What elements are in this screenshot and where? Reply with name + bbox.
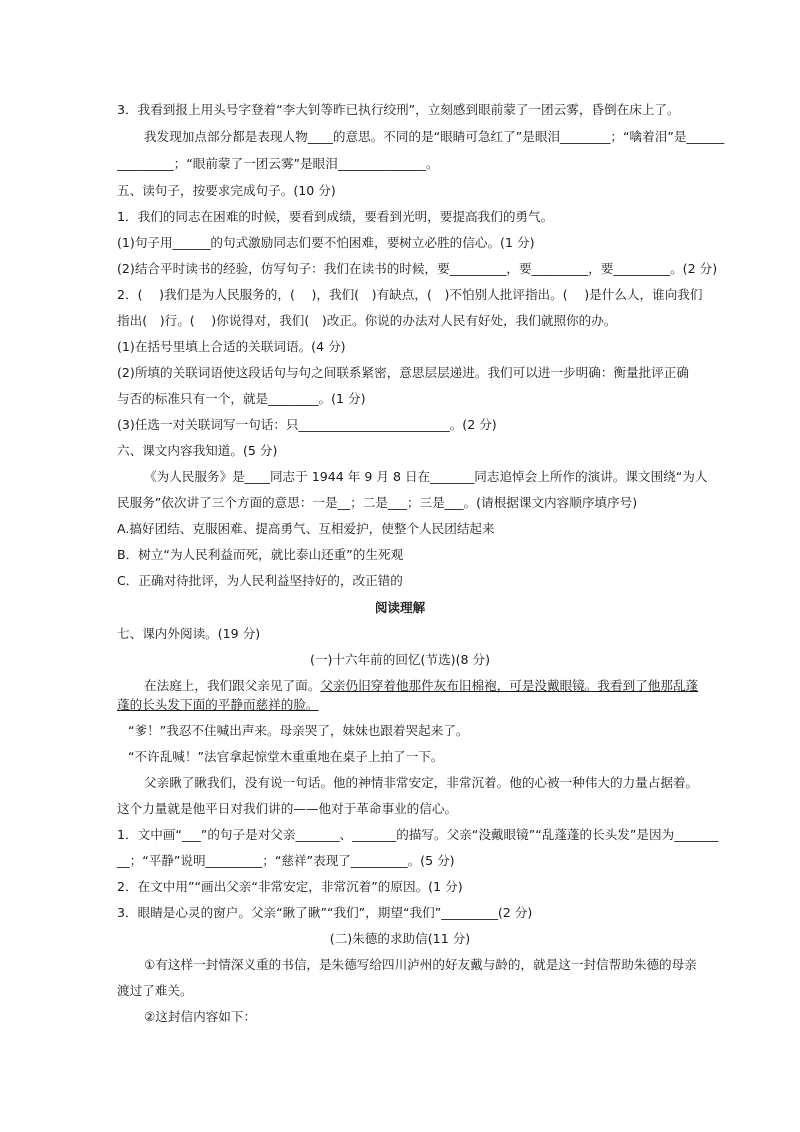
s5-q2-passage: 2．( )我们是为人民服务的，( )，我们( )有缺点，( )不怕别人批评指出。( )是什么人，谁向我们 — [117, 287, 703, 302]
section-6-heading: 六、课文内容我知道。(5 分) — [117, 443, 278, 458]
passage-1-para3: “不许乱喊！”法官拿起惊堂木重重地在桌子上拍了一下。 — [128, 749, 444, 764]
passage-2-para1: ①有这样一封情深义重的书信，是朱德写给四川泸州的好友戴与龄的，就是这一封信帮助朱德的母亲 — [144, 957, 697, 972]
s7-q2: 2．在文中用”“画出父亲“非常安定，非常沉着”的原因。(1 分) — [117, 879, 463, 894]
s6-option-b: B．树立“为人民利益而死，就比泰山还重”的生死观 — [117, 547, 404, 562]
passage-2-para2: ②这封信内容如下： — [144, 1009, 257, 1024]
question-3-analysis: 我发现加点部分都是表现人物____的意思。不同的是“眼睛可急红了”是眼泪________；“噙着泪”是______ — [144, 129, 725, 144]
passage-1-para2: “爹！”我忍不住喊出声来。母亲哭了，妹妹也跟着哭起来了。 — [128, 723, 469, 738]
passage-1-para1-cont — [0, 697, 800, 713]
passage-1-para1-start: 在法庭上，我们跟父亲见了面。 — [144, 678, 321, 693]
s5-q2-passage-cont: 指出( )行。( )你说得对，我们( )改正。你说的办法对人民有好处，我们就照你的办。 — [117, 313, 617, 328]
s6-passage: 《为人民服务》是____同志于 1944 年 9 月 8 日在_______同志追悼会上所作的演讲。课文围绕“为人 — [144, 469, 708, 484]
passage-1-title: (一)十六年前的回忆(节选)(8 分) — [309, 652, 491, 667]
question-3-text: 3．我看到报上用头号字登着“李大钊等昨已执行绞刑”，立刻感到眼前蒙了一团云雾，昏倒在床上了。 — [117, 102, 680, 117]
passage-2-title: (二)朱德的求助信(11 分) — [329, 931, 471, 946]
s5-q2-part2: (2)所填的关联词语使这段话句与句之间联系紧密，意思层层递进。我们可以进一步明确：衡量批评正确 — [117, 365, 689, 380]
passage-1-para1 — [0, 678, 800, 694]
s7-q1: 1．文中画“___”的句子是对父亲_______、_______的描写。父亲“没戴眼镜”“乱蓬蓬的长头发”是因为_______ — [117, 827, 719, 842]
s6-passage-cont: 民服务”依次讲了三个方面的意思：一是__；二是___；三是___。(请根据课文内容顺序填序号) — [117, 495, 638, 510]
passage-2-para1-cont: 渡过了难关。 — [117, 983, 193, 998]
passage-1-para4-cont: 这个力量就是他平日对我们讲的——他对于革命事业的信心。 — [117, 801, 458, 816]
s5-q2-part2-cont: 与否的标准只有一个，就是________。(1 分) — [117, 391, 366, 406]
question-3-analysis-cont: _________；“眼前蒙了一团云雾”是眼泪______________。 — [117, 156, 439, 171]
reading-heading: 阅读理解 — [374, 600, 426, 615]
s5-q2-part1: (1)在括号里填上合适的关联词语。(4 分) — [117, 339, 346, 354]
s5-q1-part2: (2)结合平时读书的经验，仿写句子：我们在读书的时候，要_________，要_________，要_________。(2 分) — [117, 261, 718, 276]
section-7-heading: 七、课内外阅读。(19 分) — [117, 626, 261, 641]
s6-option-c: C．正确对待批评，为人民利益坚持好的，改正错的 — [117, 573, 403, 588]
s6-option-a: A.搞好团结、克服困难、提高勇气、互相爱护，使整个人民团结起来 — [117, 521, 495, 536]
underlined-sentence: 父亲仍旧穿着他那件灰布旧棉袍，可是没戴眼镜。我看到了他那乱蓬 — [320, 678, 699, 693]
passage-1-para4: 父亲瞅了瞅我们，没有说一句话。他的神情非常安定，非常沉着。他的心被一种伟大的力量占据着。 — [144, 775, 699, 790]
s7-q1-cont: __；“平静”说明_________；“慈祥”表现了_________。(5 分) — [117, 853, 455, 868]
s7-q3: 3．眼睛是心灵的窗户。父亲“瞅了瞅”“我们”，期望“我们”_________(2 分) — [117, 905, 533, 920]
underlined-sentence-cont: 蓬的长头发下面的平静而慈祥的脸。 — [117, 697, 319, 712]
section-5-heading: 五、读句子，按要求完成句子。(10 分) — [117, 183, 336, 198]
s5-q1-part1: (1)句子用______的句式激励同志们要不怕困难，要树立必胜的信心。(1 分) — [117, 235, 535, 250]
s5-q1-sentence: 1．我们的同志在困难的时候，要看到成绩，要看到光明，要提高我们的勇气。 — [117, 209, 554, 224]
s5-q2-part3: (3)任选一对关联词写一句话：只________________________。(2 分) — [117, 417, 497, 432]
